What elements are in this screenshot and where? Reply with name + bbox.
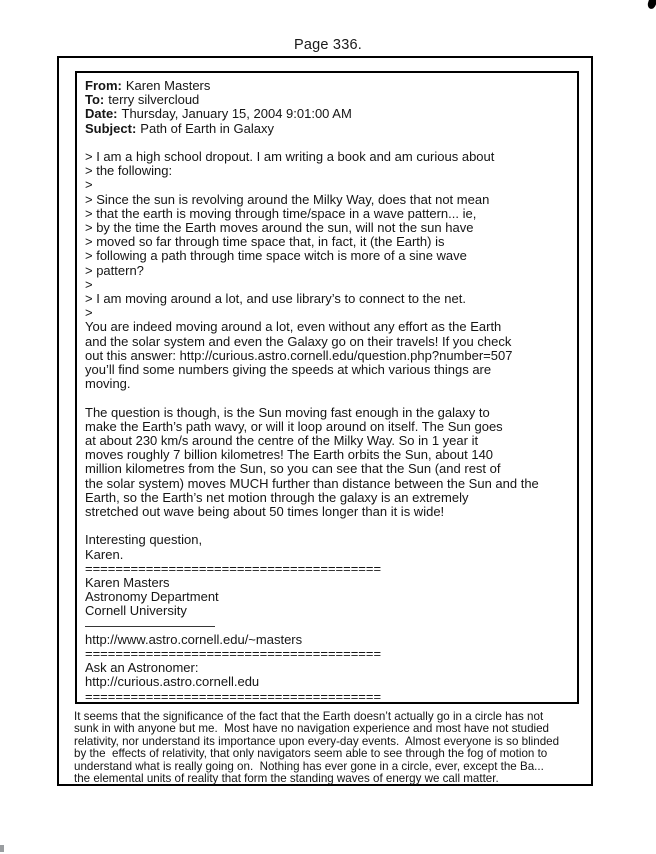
email-header-label: Subject:	[85, 120, 137, 136]
email-header-label: Date:	[85, 106, 118, 122]
email-header-value: Karen Masters	[125, 78, 211, 93]
email-body-line: moving.	[85, 376, 131, 392]
email-header-line	[85, 107, 573, 121]
commentary-line: by the effects of relativity, that only navigators seem able to see through the fog of motion to	[74, 747, 548, 761]
email-headers	[85, 79, 573, 136]
email-body-line	[85, 391, 573, 405]
email-header-line	[85, 93, 573, 107]
email-body-line: million kilometres from the Sun, so you can see that the Sun (and rest of	[85, 461, 501, 477]
email-message-box	[75, 71, 579, 704]
commentary-line: sunk in with anyone but me. Most have no navigation experience and most have not studied	[74, 722, 549, 736]
email-body-line: >	[85, 276, 93, 292]
email-body-line: > that the earth is moving through time/space in a wave pattern... ie,	[85, 205, 477, 221]
scan-artifact-bottom-left	[0, 845, 4, 852]
email-header-value: Thursday, January 15, 2004 9:01:00 AM	[121, 106, 352, 122]
email-body-line: > I am a high school dropout. I am writing a book and am curious about	[85, 149, 495, 164]
email-body-line: out this answer: http://curious.astro.cornell.edu/question.php?number=507	[85, 347, 513, 363]
email-header-line	[85, 122, 573, 136]
email-body-line: Astronomy Department	[85, 589, 219, 605]
email-body-line: =======================================	[85, 560, 382, 576]
email-header-label: From:	[85, 78, 122, 93]
email-body-line: > pattern?	[85, 262, 144, 278]
email-body-line: Karen Masters	[85, 575, 170, 591]
outer-border-box	[57, 56, 593, 786]
email-body-line: > the following:	[85, 163, 173, 179]
email-header-line	[85, 79, 573, 93]
email-body-line: > by the time the Earth moves around the sun, will not the sun have	[85, 220, 474, 236]
email-body-line: Ask an Astronomer:	[85, 660, 199, 676]
email-body-line: =======================================	[85, 688, 382, 704]
email-body-line: http://www.astro.cornell.edu/~masters	[85, 631, 303, 647]
email-body-line: and the solar system and even the Galaxy go on their travels! If you check	[85, 333, 512, 349]
commentary-line: It seems that the significance of the fact that the Earth doesn’t actually go in a circle has not	[74, 710, 544, 723]
email-body-line: stretched out wave being about 50 times longer than it is wide!	[85, 504, 445, 520]
email-header-label: To:	[85, 92, 105, 108]
email-body-line: The question is though, is the Sun moving fast enough in the galaxy to	[85, 404, 490, 420]
commentary-line: relativity, nor understand its importance upon every-day events. Almost everyone is so blinded	[74, 734, 560, 748]
email-body-line	[85, 136, 573, 150]
scan-artifact-top-right	[646, 0, 656, 10]
email-header-value: terry silvercloud	[108, 92, 200, 108]
email-body-line: http://curious.astro.cornell.edu	[85, 674, 260, 690]
email-body-line: Cornell University	[85, 603, 187, 619]
email-body-line: the solar system) moves MUCH further than distance between the Sun and the	[85, 475, 539, 491]
email-body-line: at about 230 km/s around the centre of the Milky Way. So in 1 year it	[85, 433, 479, 449]
email-body-line: Interesting question,	[85, 532, 203, 548]
email-body	[85, 136, 573, 704]
commentary-line: the elemental units of reality that form the standing waves of energy we call matter.	[74, 772, 499, 786]
email-body-line: moves roughly 7 billion kilometres! The Earth orbits the Sun, about 140	[85, 447, 494, 463]
email-body-line: you’ll find some numbers giving the speeds at which various things are	[85, 362, 492, 378]
email-body-line: >	[85, 177, 93, 193]
email-body-line: >	[85, 305, 93, 321]
email-body-line	[85, 519, 573, 533]
email-body-line: Karen.	[85, 546, 124, 562]
email-body-line: ——————————	[85, 617, 215, 633]
email-body-line: You are indeed moving around a lot, even without any effort as the Earth	[85, 319, 502, 335]
email-body-line: > moved so far through time space that, in fact, it (the Earth) is	[85, 234, 445, 250]
commentary-paragraph	[74, 711, 592, 785]
email-body-line: make the Earth’s path wavy, or will it loop around on itself. The Sun goes	[85, 418, 503, 434]
email-body-line: > Since the sun is revolving around the Milky Way, does that not mean	[85, 191, 490, 207]
commentary-line: understand what is really going on. Nothing has ever gone in a circle, ever, except the Ba...	[74, 759, 544, 773]
email-body-line: Earth, so the Earth’s net motion through the galaxy is an extremely	[85, 489, 469, 505]
email-body-line: > I am moving around a lot, and use library’s to connect to the net.	[85, 291, 466, 307]
email-header-value: Path of Earth in Galaxy	[140, 120, 274, 136]
page-number-label: Page 336.	[294, 37, 362, 53]
email-body-line: =======================================	[85, 646, 382, 662]
email-body-line: > following a path through time space witch is more of a sine wave	[85, 248, 467, 264]
